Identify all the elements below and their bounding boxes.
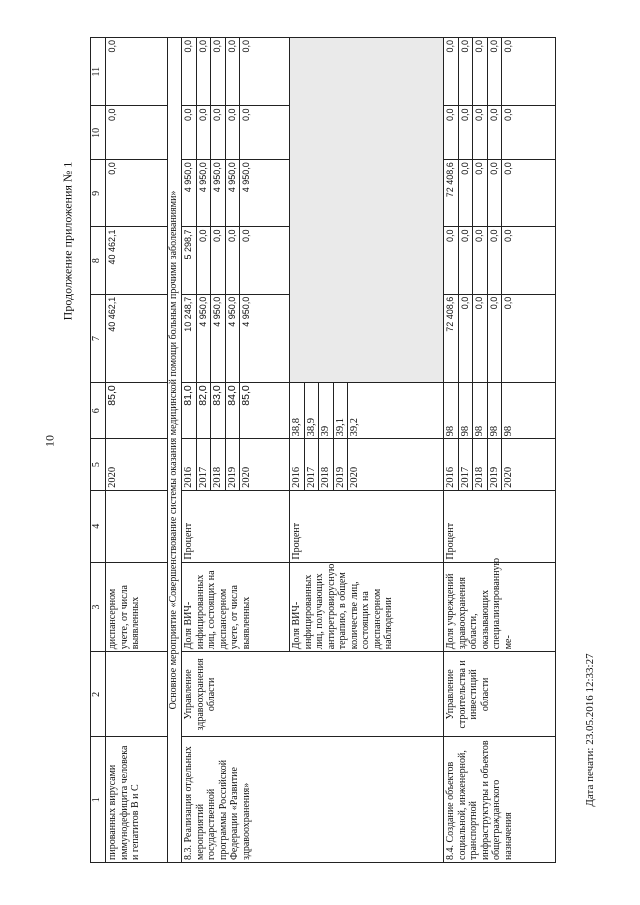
value-cell: 0,0 (487, 38, 502, 106)
year-cell: 2018 (319, 439, 334, 491)
value-cell: 0,0 (458, 106, 473, 160)
value-cell: 40 462,1 (106, 294, 168, 383)
value-cell: 39 (319, 383, 334, 439)
measure-name-cell: пированных вирусами иммунодефицита человека и гепатитов B и C (106, 737, 168, 863)
value-cell: 98 (444, 383, 459, 439)
indicator-cell: Доля ВИЧ-инфицированных лиц, состоящих на диспансерном учете, от числа выявленных (182, 562, 290, 652)
table-row (444, 38, 459, 863)
executor-cell (106, 652, 168, 737)
col-number: 4 (91, 490, 106, 562)
value-cell: 0,0 (182, 38, 197, 106)
value-cell: 72 408,6 (444, 160, 459, 227)
col-number: 9 (91, 160, 106, 227)
unit-cell: Процент (290, 490, 444, 562)
value-cell: 4 950,0 (240, 160, 290, 227)
value-cell: 0,0 (182, 106, 197, 160)
year-cell: 2016 (290, 439, 305, 491)
value-cell: 82,0 (196, 383, 211, 439)
appendix-continuation-title: Продолжение приложения № 1 (60, 161, 75, 321)
value-cell: 0,0 (196, 106, 211, 160)
value-cell: 40 462,1 (106, 227, 168, 294)
value-cell: 0,0 (502, 160, 556, 227)
col-number: 6 (91, 383, 106, 439)
value-cell: 98 (487, 383, 502, 439)
year-cell: 2020 (348, 439, 444, 491)
value-cell: 0,0 (473, 227, 488, 294)
table-row (182, 38, 197, 863)
column-number-row (91, 38, 106, 863)
value-cell: 0,0 (240, 227, 290, 294)
value-cell: 0,0 (211, 38, 226, 106)
rotated-table-area (90, 37, 582, 863)
year-cell: 2019 (225, 439, 240, 491)
value-cell: 4 950,0 (211, 160, 226, 227)
value-cell: 0,0 (196, 227, 211, 294)
value-cell: 0,0 (458, 294, 473, 383)
unit-cell: Процент (444, 490, 556, 562)
value-cell: 85,0 (106, 383, 168, 439)
value-cell: 0,0 (487, 160, 502, 227)
value-cell: 38,8 (290, 383, 305, 439)
value-cell: 0,0 (225, 38, 240, 106)
value-cell: 85,0 (240, 383, 290, 439)
value-cell: 39,1 (333, 383, 348, 439)
value-cell: 84,0 (225, 383, 240, 439)
value-cell: 0,0 (502, 106, 556, 160)
value-cell: 83,0 (211, 383, 226, 439)
value-cell: 4 950,0 (240, 294, 290, 383)
col-number: 1 (91, 737, 106, 863)
value-cell: 0,0 (458, 38, 473, 106)
value-cell: 0,0 (106, 38, 168, 106)
value-cell: 0,0 (502, 227, 556, 294)
value-cell: 0,0 (240, 38, 290, 106)
value-cell: 4 950,0 (225, 294, 240, 383)
col-number: 11 (91, 38, 106, 106)
value-cell: 10 248,7 (182, 294, 197, 383)
year-cell: 2017 (196, 439, 211, 491)
year-cell: 2019 (487, 439, 502, 491)
value-cell: 81,0 (182, 383, 197, 439)
executor-cell: Управление строительства и инвестиций области (444, 652, 556, 737)
value-cell: 0,0 (240, 106, 290, 160)
value-cell: 0,0 (225, 227, 240, 294)
year-cell: 2016 (444, 439, 459, 491)
unit-cell: Процент (182, 490, 290, 562)
year-cell: 2020 (240, 439, 290, 491)
year-cell: 2017 (458, 439, 473, 491)
indicator-cell: диспансерном учете, от числа выявленных (106, 562, 168, 652)
value-cell: 0,0 (106, 160, 168, 227)
value-cell: 0,0 (444, 38, 459, 106)
value-cell: 98 (473, 383, 488, 439)
page-number: 10 (42, 435, 57, 447)
col-number: 7 (91, 294, 106, 383)
col-number: 3 (91, 562, 106, 652)
table-wrapper (90, 37, 582, 863)
col-number: 2 (91, 652, 106, 737)
value-cell: 98 (502, 383, 556, 439)
value-cell: 0,0 (106, 106, 168, 160)
section-row (168, 38, 182, 863)
value-cell: 4 950,0 (196, 294, 211, 383)
value-cell: 0,0 (211, 106, 226, 160)
year-cell: 2018 (473, 439, 488, 491)
value-cell: 0,0 (196, 38, 211, 106)
value-cell: 0,0 (487, 227, 502, 294)
empty-shaded-area (290, 38, 444, 383)
indicator-cell: Доля ВИЧ-инфицированных лиц, получающих антиретровирусную терапию, в общем количестве лиц, состоящих на диспансерном наблюдении (290, 562, 444, 652)
value-cell: 4 950,0 (211, 294, 226, 383)
year-cell: 2018 (211, 439, 226, 491)
value-cell: 38,9 (304, 383, 319, 439)
value-cell: 0,0 (487, 294, 502, 383)
value-cell: 5 298,7 (182, 227, 197, 294)
value-cell: 0,0 (473, 38, 488, 106)
col-number: 10 (91, 106, 106, 160)
year-cell: 2016 (182, 439, 197, 491)
section-title: Основное мероприятие «Совершенствование системы оказания медицинской помощи больным прочими заболеваниями» (168, 38, 182, 863)
unit-cell (106, 490, 168, 562)
value-cell: 4 950,0 (196, 160, 211, 227)
value-cell: 0,0 (444, 106, 459, 160)
value-cell: 0,0 (225, 106, 240, 160)
print-date: Дата печати: 23.05.2016 12:33:27 (584, 653, 596, 807)
value-cell: 39,2 (348, 383, 444, 439)
value-cell: 4 950,0 (225, 160, 240, 227)
year-cell: 2019 (333, 439, 348, 491)
year-cell: 2020 (502, 439, 556, 491)
year-cell: 2017 (304, 439, 319, 491)
value-cell: 0,0 (458, 227, 473, 294)
value-cell: 0,0 (473, 160, 488, 227)
value-cell: 0,0 (502, 38, 556, 106)
program-table (90, 37, 556, 863)
value-cell: 0,0 (473, 294, 488, 383)
value-cell: 0,0 (458, 160, 473, 227)
table-row (106, 38, 168, 863)
measure-name-cell: 8.3. Реализация отдельных мероприятий государственной программы Российской Федерации «Развитие здравоохранения» (182, 737, 444, 863)
value-cell: 0,0 (211, 227, 226, 294)
value-cell: 72 408,6 (444, 294, 459, 383)
executor-cell: Управление здравоохранения области (182, 652, 444, 737)
value-cell: 0,0 (487, 106, 502, 160)
value-cell: 98 (458, 383, 473, 439)
year-cell: 2020 (106, 439, 168, 491)
value-cell: 0,0 (502, 294, 556, 383)
indicator-cell: Доля учреждений здравоохранения области, оказывающих специализированную ме- (444, 562, 556, 652)
value-cell: 4 950,0 (182, 160, 197, 227)
col-number: 8 (91, 227, 106, 294)
value-cell: 0,0 (444, 227, 459, 294)
value-cell: 0,0 (473, 106, 488, 160)
measure-name-cell: 8.4. Создание объектов социальной, инженерной, транспортной инфраструктуры и объектов общегражданского назначения (444, 737, 556, 863)
col-number: 5 (91, 439, 106, 491)
